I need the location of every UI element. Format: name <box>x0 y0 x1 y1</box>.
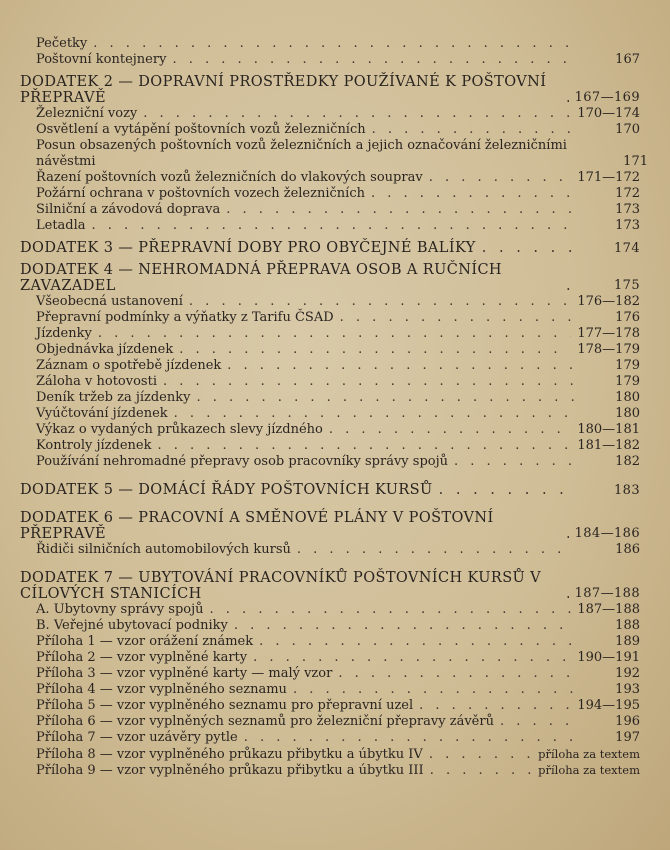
toc-leader-dots <box>234 618 574 634</box>
toc-page-number: 188 <box>615 618 640 633</box>
toc-entry-title: DODATEK 3 — PŘEPRAVNÍ DOBY PRO OBYČEJNÉ BALÍKY <box>20 240 476 256</box>
toc-page-number: 170—174 <box>577 106 640 121</box>
toc-page-number: 192 <box>615 666 640 681</box>
toc-entry-row <box>20 122 640 138</box>
toc-page-number: 190—191 <box>577 650 640 665</box>
toc-page-number: 176 <box>615 310 640 325</box>
toc-entry-row <box>20 542 640 558</box>
toc-leader-dots <box>210 602 572 618</box>
toc-page-number: příloha za textem <box>538 747 640 761</box>
toc-entry-title: Požární ochrana v poštovních vozech železničních <box>36 186 365 201</box>
table-of-contents <box>20 36 648 778</box>
toc-entry-title: Pečetky <box>36 36 88 51</box>
toc-entry-title: Železniční vozy <box>36 106 138 121</box>
toc-entry-row <box>20 202 640 218</box>
toc-entry-title: DODATEK 2 — DOPRAVNÍ PROSTŘEDKY POUŽÍVANÉ K POŠTOVNÍ PŘEPRAVĚ <box>20 74 547 106</box>
toc-page-number: 170 <box>615 122 640 137</box>
toc-section-row <box>20 74 640 106</box>
toc-entry-title: Objednávka jízdenek <box>36 342 174 357</box>
toc-page-number: 181—182 <box>577 438 640 453</box>
toc-page-number: 167 <box>615 52 640 67</box>
toc-page-number: 179 <box>615 358 640 373</box>
toc-page-number: 187—188 <box>577 602 640 617</box>
toc-entry-title: DODATEK 7 — UBYTOVÁNÍ PRACOVNÍKŮ POŠTOVNÍCH KURSŮ V CÍLOVÝCH STANICÍCH <box>20 570 542 602</box>
toc-section-row <box>20 482 640 498</box>
toc-entry-row <box>20 422 640 438</box>
toc-page-number: 196 <box>615 714 640 729</box>
toc-entry-row <box>20 36 640 52</box>
toc-entry-row <box>20 650 640 666</box>
toc-entry-row <box>20 186 640 202</box>
toc-entry-title: Řidiči silničních automobilových kursů <box>36 542 291 557</box>
toc-leader-dots <box>430 763 532 779</box>
toc-leader-dots <box>372 122 574 138</box>
toc-entry-row <box>20 310 640 326</box>
toc-page-number: 182 <box>615 454 640 469</box>
toc-leader-dots <box>429 747 532 763</box>
toc-page-number: 171 <box>623 154 648 169</box>
toc-entry-row <box>20 714 640 730</box>
toc-entry-title: Záloha v hotovosti <box>36 374 157 389</box>
toc-entry-title: Příloha 5 — vzor vyplněného seznamu pro přepravní uzel <box>36 698 414 713</box>
toc-entry-row <box>20 170 640 186</box>
toc-entry-row <box>20 342 640 358</box>
toc-section-row <box>20 570 640 602</box>
toc-leader-dots <box>338 666 574 682</box>
toc-entry-row <box>20 218 640 234</box>
toc-page-number: 194—195 <box>577 698 640 713</box>
toc-page-number: 175 <box>613 278 640 293</box>
toc-leader-dots <box>98 326 572 342</box>
toc-page-number: 186 <box>615 542 640 557</box>
toc-section-row <box>20 510 640 542</box>
toc-entry-row <box>20 406 640 422</box>
toc-leader-dots <box>566 586 569 602</box>
toc-entry-title: Všeobecná ustanovení <box>36 294 183 309</box>
toc-entry-row <box>20 454 640 470</box>
toc-entry-title: Výkaz o vydaných průkazech slevy jízdného <box>36 422 323 437</box>
toc-entry-row <box>20 106 640 122</box>
toc-page-number: 176—182 <box>577 294 640 309</box>
toc-leader-dots <box>429 170 572 186</box>
toc-entry-row <box>20 634 640 650</box>
toc-page-number: 171—172 <box>577 170 640 185</box>
toc-entry-title: Příloha 4 — vzor vyplněného seznamu <box>36 682 287 697</box>
toc-entry-title: Přepravní podmínky a výňatky z Tarifu ČSAD <box>36 310 334 325</box>
toc-leader-dots <box>566 278 574 294</box>
toc-page-number: 184—186 <box>574 526 640 541</box>
toc-page-number: 197 <box>615 730 640 745</box>
toc-leader-dots <box>143 106 571 122</box>
toc-entry-title: Řazení poštovních vozů železničních do vlakových souprav <box>36 170 423 185</box>
toc-entry-title: Příloha 1 — vzor orážení známek <box>36 634 254 649</box>
toc-entry-row <box>20 618 640 634</box>
toc-entry-title: Osvětlení a vytápění poštovních vozů železničních <box>36 122 366 137</box>
toc-entry-title: Používání nehromadné přepravy osob pracovníky správy spojů <box>36 454 449 469</box>
toc-page-number: 189 <box>615 634 640 649</box>
toc-page-number: příloha za textem <box>538 763 640 777</box>
toc-leader-dots <box>566 526 569 542</box>
toc-leader-dots <box>196 390 574 406</box>
toc-leader-dots <box>297 542 574 558</box>
toc-entry-title: Posun obsazených poštovních vozů železničních a jejich označování železničními návěstmi <box>36 138 567 169</box>
toc-leader-dots <box>179 342 571 358</box>
toc-entry-row <box>20 666 640 682</box>
toc-entry-row <box>20 294 640 310</box>
toc-entry-row <box>20 762 640 778</box>
toc-entry-row <box>20 682 640 698</box>
toc-entry-row <box>20 438 640 454</box>
toc-page-number: 177—178 <box>577 326 640 341</box>
toc-leader-dots <box>189 294 571 310</box>
toc-leader-dots <box>439 482 574 498</box>
toc-entry-row <box>20 358 640 374</box>
toc-entry-title: Příloha 2 — vzor vyplněné karty <box>36 650 248 665</box>
toc-entry-row <box>20 730 640 746</box>
toc-page-number: 173 <box>615 202 640 217</box>
toc-page-number: 178—179 <box>577 342 640 357</box>
toc-leader-dots <box>454 454 574 470</box>
toc-entry-title: Příloha 9 — vzor vyplněného průkazu přibytku a úbytku III <box>36 763 424 778</box>
toc-entry-title: Příloha 8 — vzor vyplněného průkazu přibytku a úbytku IV <box>36 747 423 762</box>
toc-entry-row <box>20 52 640 68</box>
toc-leader-dots <box>227 358 574 374</box>
toc-entry-title: Poštovní kontejnery <box>36 52 167 67</box>
toc-entry-row <box>20 374 640 390</box>
toc-section-row <box>20 262 640 294</box>
toc-leader-dots <box>174 406 574 422</box>
toc-entry-title: Vyúčtování jízdenek <box>36 406 168 421</box>
toc-entry-row <box>20 326 640 342</box>
toc-leader-dots <box>244 730 574 746</box>
toc-leader-dots <box>253 650 571 666</box>
toc-leader-dots <box>93 36 574 52</box>
toc-entry-title: Jízdenky <box>36 326 92 341</box>
toc-entry-title: Příloha 7 — vzor uzávěry pytle <box>36 730 238 745</box>
toc-leader-dots <box>371 186 574 202</box>
toc-entry-title: A. Ubytovny správy spojů <box>36 602 204 617</box>
toc-entry-row <box>20 698 640 714</box>
toc-entry-title: Silniční a závodová doprava <box>36 202 221 217</box>
toc-entry-row <box>20 602 640 618</box>
toc-entry-row <box>20 390 640 406</box>
toc-entry-title: DODATEK 5 — DOMÁCÍ ŘÁDY POŠTOVNÍCH KURSŮ <box>20 482 433 498</box>
toc-entry-title: Letadla <box>36 218 86 233</box>
toc-page-number: 167—169 <box>574 90 640 105</box>
toc-section-row <box>20 240 640 256</box>
toc-leader-dots <box>566 90 569 106</box>
toc-leader-dots <box>92 218 574 234</box>
toc-leader-dots <box>293 682 574 698</box>
toc-leader-dots <box>157 438 571 454</box>
toc-leader-dots <box>226 202 574 218</box>
toc-entry-title: Kontroly jízdenek <box>36 438 152 453</box>
toc-entry-title: Deník tržeb za jízdenky <box>36 390 191 405</box>
toc-entry-title: Záznam o spotřebě jízdenek <box>36 358 222 373</box>
toc-page-number: 179 <box>615 374 640 389</box>
toc-page-number: 193 <box>615 682 640 697</box>
toc-leader-dots <box>172 52 574 68</box>
toc-leader-dots <box>482 240 574 256</box>
toc-entry-row <box>20 746 640 762</box>
toc-page-number: 180 <box>615 406 640 421</box>
toc-page-number: 172 <box>615 186 640 201</box>
toc-page-number: 187—188 <box>574 586 640 601</box>
toc-page-number: 174 <box>613 241 640 256</box>
toc-entry-title: Příloha 6 — vzor vyplněných seznamů pro železniční přepravy závěrů <box>36 714 494 729</box>
toc-leader-dots <box>340 310 574 326</box>
toc-leader-dots <box>259 634 574 650</box>
toc-page-number: 183 <box>613 483 640 498</box>
toc-leader-dots <box>329 422 571 438</box>
toc-entry-title: DODATEK 6 — PRACOVNÍ A SMĚNOVÉ PLÁNY V POŠTOVNÍ PŘEPRAVĚ <box>20 510 494 542</box>
toc-page-number: 180 <box>615 390 640 405</box>
toc-leader-dots <box>500 714 574 730</box>
toc-entry-title: Příloha 3 — vzor vyplněné karty — malý vzor <box>36 666 333 681</box>
toc-page-number: 180—181 <box>577 422 640 437</box>
toc-leader-dots <box>163 374 574 390</box>
toc-entry-title: B. Veřejné ubytovací podniky <box>36 618 228 633</box>
toc-entry-title: DODATEK 4 — NEHROMADNÁ PŘEPRAVA OSOB A RUČNÍCH ZAVAZADEL <box>20 262 502 294</box>
toc-page-number: 173 <box>615 218 640 233</box>
toc-entry-row <box>20 138 648 170</box>
toc-leader-dots <box>419 698 571 714</box>
